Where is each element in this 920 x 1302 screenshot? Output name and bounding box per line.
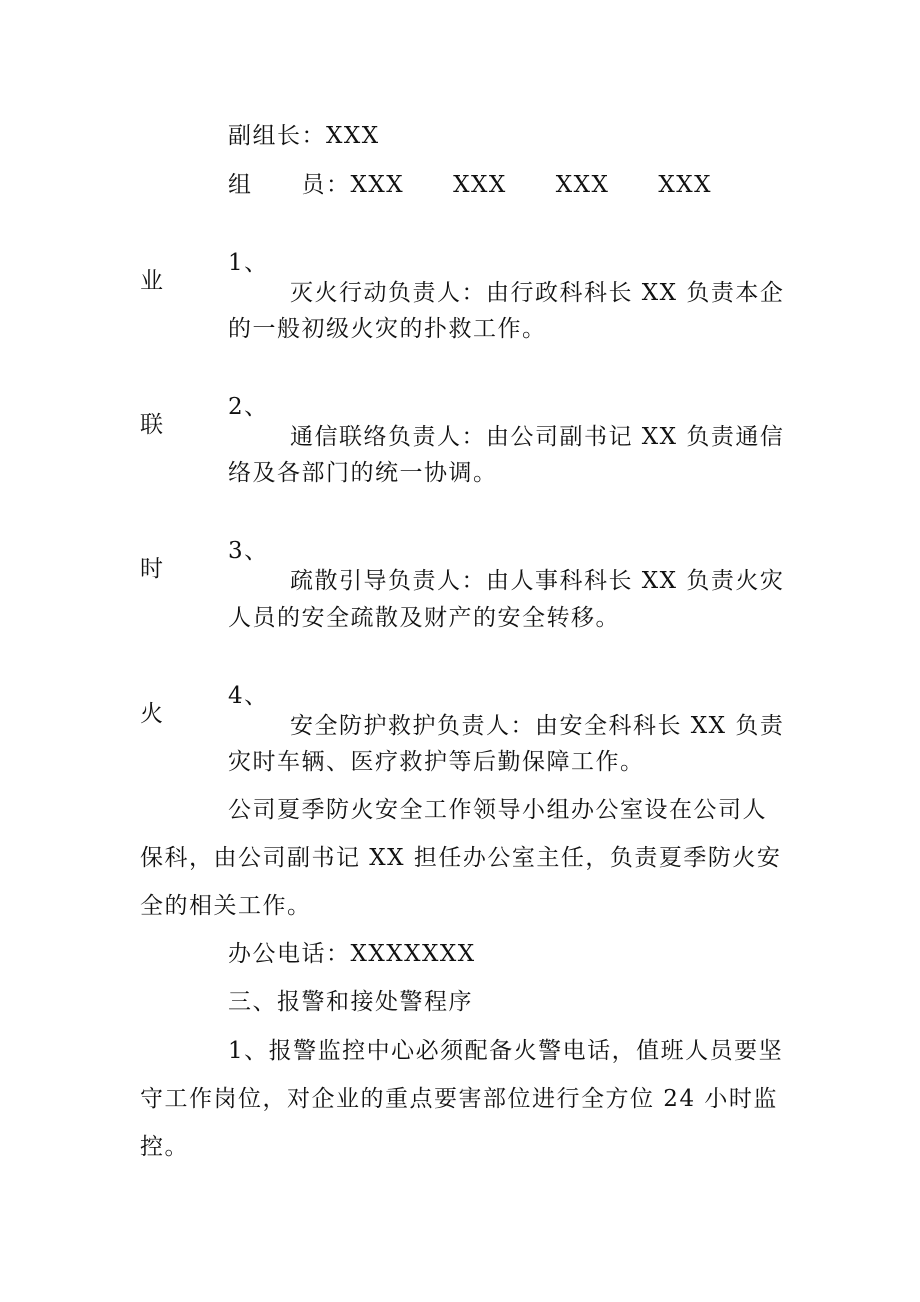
office-paragraph-line: 公司夏季防火安全工作领导小组办公室设在公司人: [228, 797, 767, 823]
vice-leader-line: 副组长：XXX: [228, 123, 380, 149]
item-number: 3、: [228, 538, 269, 564]
item-wrap: 火: [140, 701, 165, 727]
item-number: 4、: [228, 683, 269, 709]
item-text: 安全防护救护负责人：由安全科科长 XX 负责: [290, 713, 785, 739]
office-paragraph-line: 全的相关工作。: [140, 893, 312, 919]
item-continuation: 灾时车辆、医疗救护等后勤保障工作。: [228, 749, 645, 775]
section-heading: 三、报警和接处警程序: [228, 989, 473, 1015]
office-paragraph-line: 保科，由公司副书记 XX 担任办公室主任，负责夏季防火安: [140, 845, 782, 871]
item-continuation: 络及各部门的统一协调。: [228, 460, 498, 486]
item-wrap: 时: [140, 556, 165, 582]
section-paragraph-line: 控。: [140, 1134, 189, 1160]
office-phone: 办公电话：XXXXXXX: [228, 941, 476, 967]
item-text: 疏散引导负责人：由人事科科长 XX 负责火灾: [290, 568, 785, 594]
item-text: 通信联络负责人：由公司副书记 XX 负责通信: [290, 424, 785, 450]
section-paragraph-line: 守工作岗位，对企业的重点要害部位进行全方位 24 小时监: [140, 1086, 778, 1112]
item-number: 2、: [228, 394, 269, 420]
members-line: 组 员：XXX XXX XXX XXX: [228, 172, 712, 198]
section-paragraph-line: 1、报警监控中心必须配备火警电话，值班人员要坚: [228, 1038, 784, 1064]
item-text: 灭火行动负责人：由行政科科长 XX 负责本企: [290, 280, 785, 306]
item-wrap: 业: [140, 268, 165, 294]
item-number: 1、: [228, 250, 269, 276]
item-wrap: 联: [140, 412, 165, 438]
item-continuation: 人员的安全疏散及财产的安全转移。: [228, 605, 620, 631]
item-continuation: 的一般初级火灾的扑救工作。: [228, 316, 547, 342]
